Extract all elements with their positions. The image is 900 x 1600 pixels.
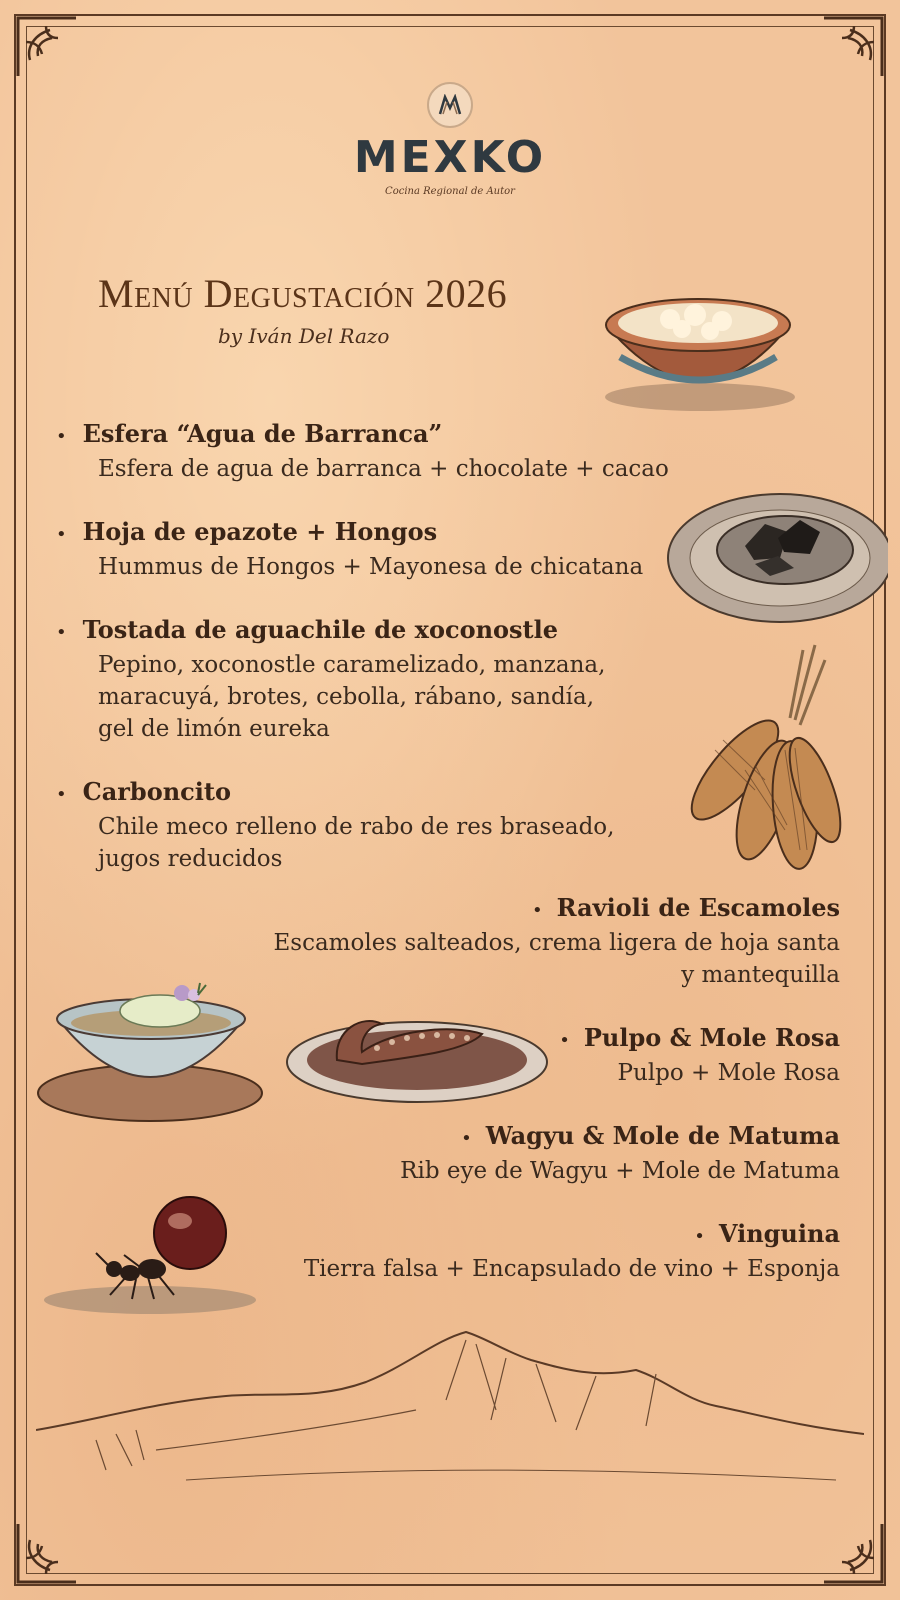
brand-logo [0,82,900,197]
brand-tagline: Cocina Regional de Autor [385,186,515,197]
menu-item-description: Pepino, xoconostle caramelizado, manzana, [98,652,606,678]
brand-name: MEXKO [353,132,547,183]
menu-item-description: Pulpo + Mole Rosa [617,1060,840,1086]
ant-sphere-icon [40,1195,265,1320]
menu-item-name: • Hoja de epazote + Hongos [78,516,643,551]
menu-item [56,418,669,485]
menu-item [56,516,643,583]
corner-ornament-icon [822,16,884,78]
menu-item-description: Hummus de Hongos + Mayonesa de chicatana [98,554,644,580]
menu-item [56,614,605,745]
corner-ornament-icon [16,1522,78,1584]
menu-item-name: • Vinguina [304,1218,840,1253]
menu-item [400,1120,840,1187]
logo-emblem-icon [427,82,473,128]
menu-item-name: • Tostada de aguachile de xoconostle [78,614,605,649]
dessert-bowl-icon [30,975,270,1130]
charcoal-plate-icon [660,480,888,630]
menu-item [56,776,614,875]
menu-item-description: Esfera de agua de barranca + chocolate + cacao [98,456,669,482]
mountain-icon [36,1330,864,1490]
menu-item-name: • Ravioli de Escamoles [274,892,841,927]
corn-icon [675,640,845,875]
menu-item-description: Tierra falsa + Encapsulado de vino + Esponja [303,1256,840,1282]
menu-subtitle: by Iván Del Razo [218,324,390,348]
octopus-plate-icon [282,1000,557,1110]
menu-item-description: Rib eye de Wagyu + Mole de Matuma [400,1158,840,1184]
menu-item-name: • Carboncito [78,776,614,811]
menu-item [304,1218,840,1285]
menu-item-name: • Esfera “Agua de Barranca” [78,418,669,453]
menu-item-description: gel de limón eureka [98,716,330,742]
menu-item-description: maracuyá, brotes, cebolla, rábano, sandía, [98,684,595,710]
corner-ornament-icon [16,16,78,78]
menu-item-name: • Pulpo & Mole Rosa [559,1022,840,1057]
menu-item [274,892,841,991]
menu-item-description: jugos reducidos [98,846,283,872]
menu-item-description: Chile meco relleno de rabo de res braseado, [98,814,615,840]
menu-item [559,1022,840,1089]
menu-item-name: • Wagyu & Mole de Matuma [400,1120,840,1155]
menu-title: Menú Degustación 2026 [98,271,508,316]
bowl-icon [600,285,810,420]
menu-item-description: Escamoles salteados, crema ligera de hoja santa [273,930,840,956]
menu-item-description: y mantequilla [681,962,840,988]
corner-ornament-icon [822,1522,884,1584]
